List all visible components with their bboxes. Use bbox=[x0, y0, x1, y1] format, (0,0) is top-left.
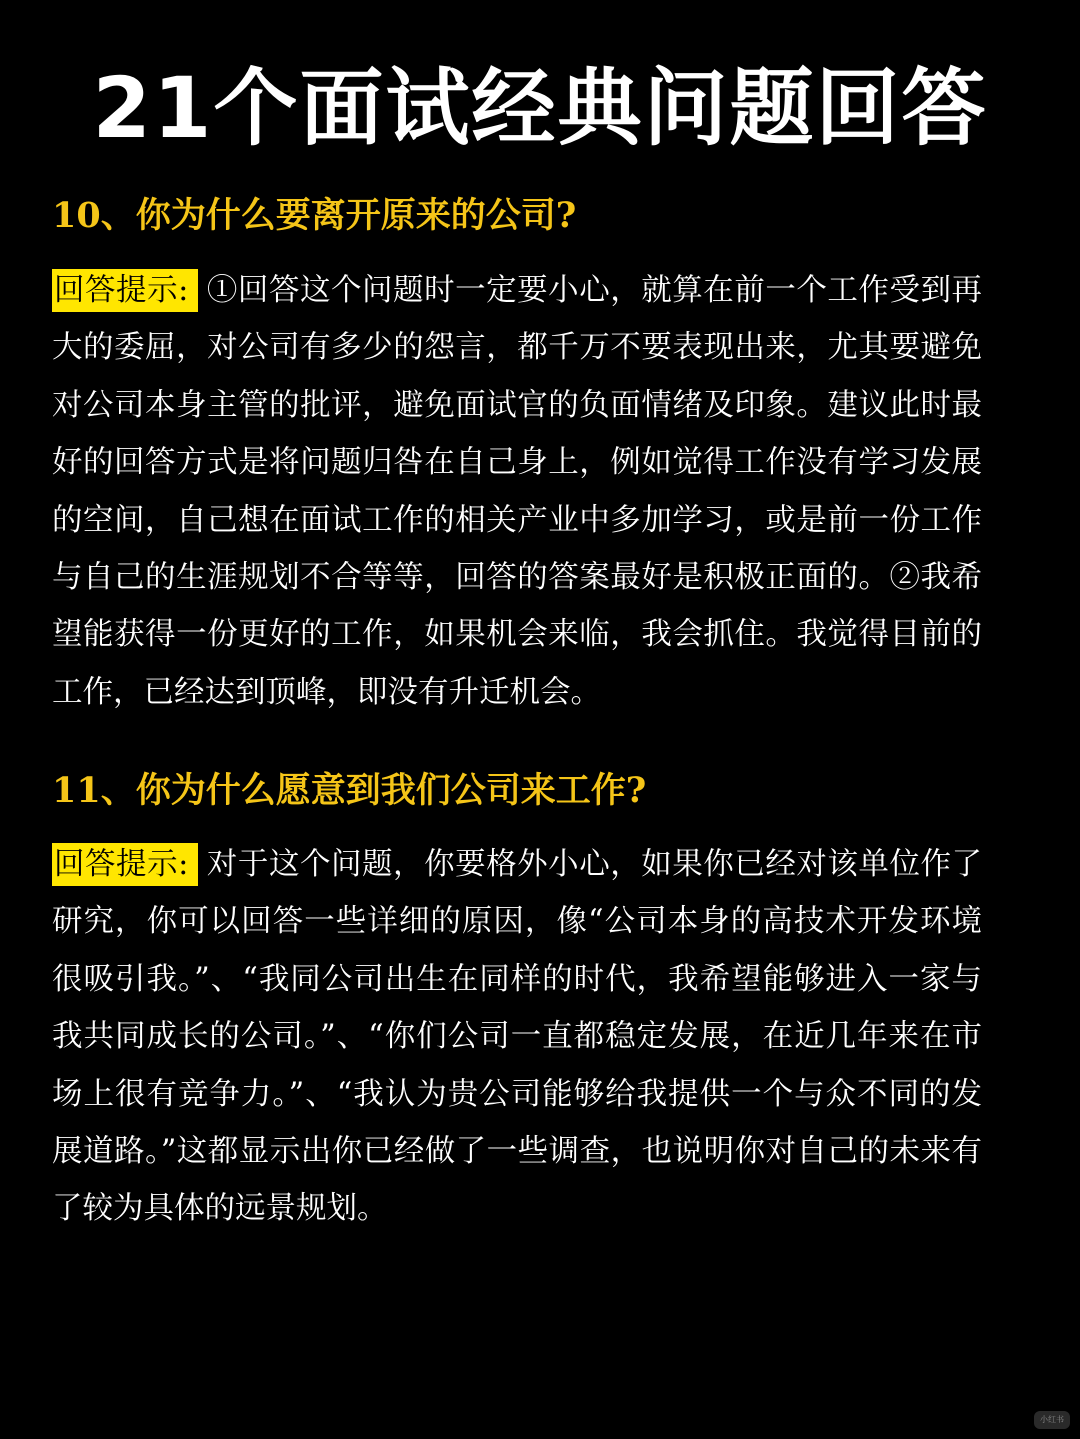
answer-11-body: 对于这个问题，你要格外小心，如果你已经对该单位作了研究，你可以回答一些详细的原因，像“公司本身的高技术开发环境很吸引我。”、“我同公司出生在同样的时代，我希望能够进入一家与我共同成长的公司。”、“你们公司一直都稳定发展，在近几年来在市场上很有竞争力。”、“我认为贵公司能够给我提供一个与众不同的发展道路。”这都显示出你已经做了一些调查，也说明你对自己的未来有了较为具体的远景规划。 bbox=[52, 847, 982, 1227]
answer-10-text bbox=[52, 262, 982, 721]
answer-hint-label: 回答提示: bbox=[52, 269, 198, 312]
question-11-heading: 11、你为什么愿意到我们公司来工作? bbox=[52, 770, 647, 811]
question-10-heading: 10、你为什么要离开原来的公司? bbox=[52, 195, 577, 236]
answer-10-body: ①回答这个问题时一定要小心，就算在前一个工作受到再大的委屈，对公司有多少的怨言，都千万不要表现出来，尤其要避免对公司本身主管的批评，避免面试官的负面情绪及印象。建议此时最好的回答方式是将问题归咎在自己身上，例如觉得工作没有学习发展的空间，自己想在面试工作的相关产业中多加学习，或是前一份工作与自己的生涯规划不合等等，回答的答案最好是积极正面的。②我希望能获得一份更好的工作，如果机会来临，我会抓住。我觉得目前的工作，已经达到顶峰，即没有升迁机会。 bbox=[52, 273, 982, 710]
answer-11-text bbox=[52, 836, 982, 1238]
page-title: 21个面试经典问题回答 bbox=[92, 59, 988, 157]
answer-hint-label: 回答提示: bbox=[52, 843, 198, 886]
watermark-logo: 小红书 bbox=[1034, 1411, 1070, 1429]
